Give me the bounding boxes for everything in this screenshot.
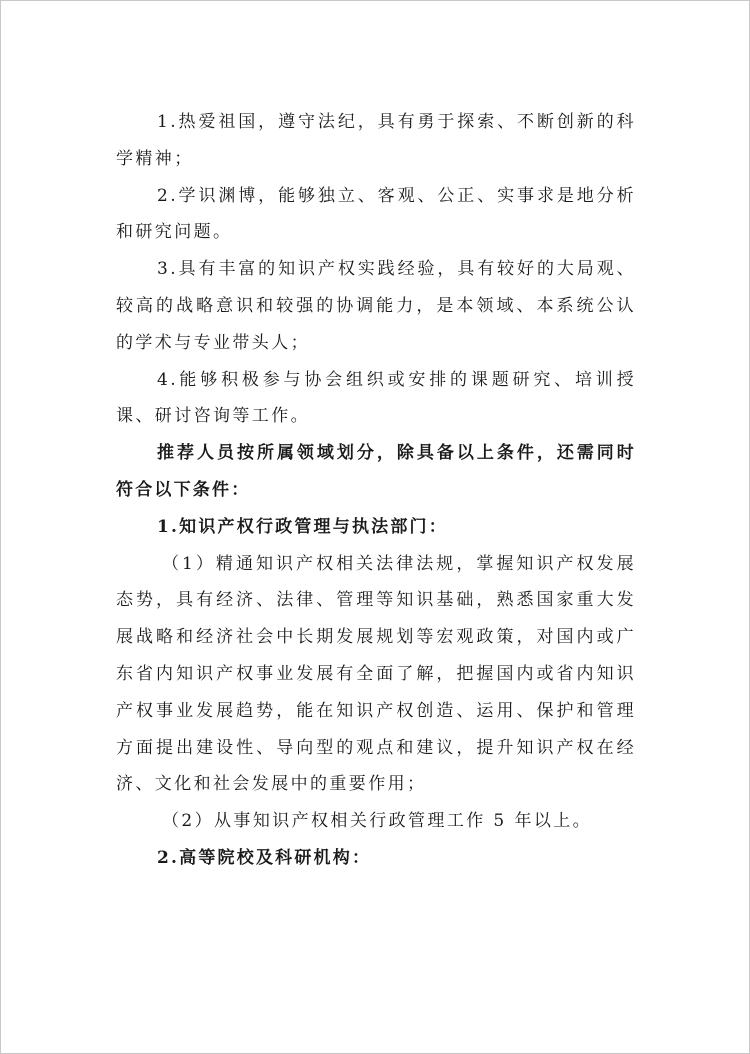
admin-condition-2: （2）从事知识产权相关行政管理工作 5 年以上。 bbox=[162, 811, 593, 832]
criteria-item-2: 2.学识渊博，能够独立、客观、公正、实事求是地分析和研究问题。 bbox=[116, 185, 636, 243]
section-heading-admin-enforcement: 1.知识产权行政管理与执法部门： bbox=[157, 516, 448, 537]
field-conditions-intro: 推荐人员按所属领域划分，除具备以上条件，还需同时符合以下条件： bbox=[116, 443, 636, 500]
criteria-item-1: 1.热爱祖国，遵守法纪，具有勇于探索、不断创新的科学精神； bbox=[116, 112, 636, 169]
criteria-item-4: 4.能够积极参与协会组织或安排的课题研究、培训授课、研讨咨询等工作。 bbox=[116, 369, 636, 427]
document-body bbox=[116, 104, 636, 877]
section-heading-universities-research: 2.高等院校及科研机构： bbox=[157, 847, 372, 868]
criteria-item-3: 3.具有丰富的知识产权实践经验，具有较好的大局观、较高的战略意识和较强的协调能力，是本领域、本系统公认的学术与专业带头人； bbox=[116, 259, 636, 353]
admin-condition-1: （1）精通知识产权相关法律法规，掌握知识产权发展态势，具有经济、法律、管理等知识基础，熟悉国家重大发展战略和经济社会中长期发展规划等宏观政策，对国内或广东省内知识产权事业发展有全面了解，把握国内或省内知识产权事业发展趋势，能在知识产权创造、运用、保护和管理方面提出建设性、导向型的观点和建议，提升知识产权在经济、文化和社会发展中的重要作用； bbox=[116, 553, 636, 795]
